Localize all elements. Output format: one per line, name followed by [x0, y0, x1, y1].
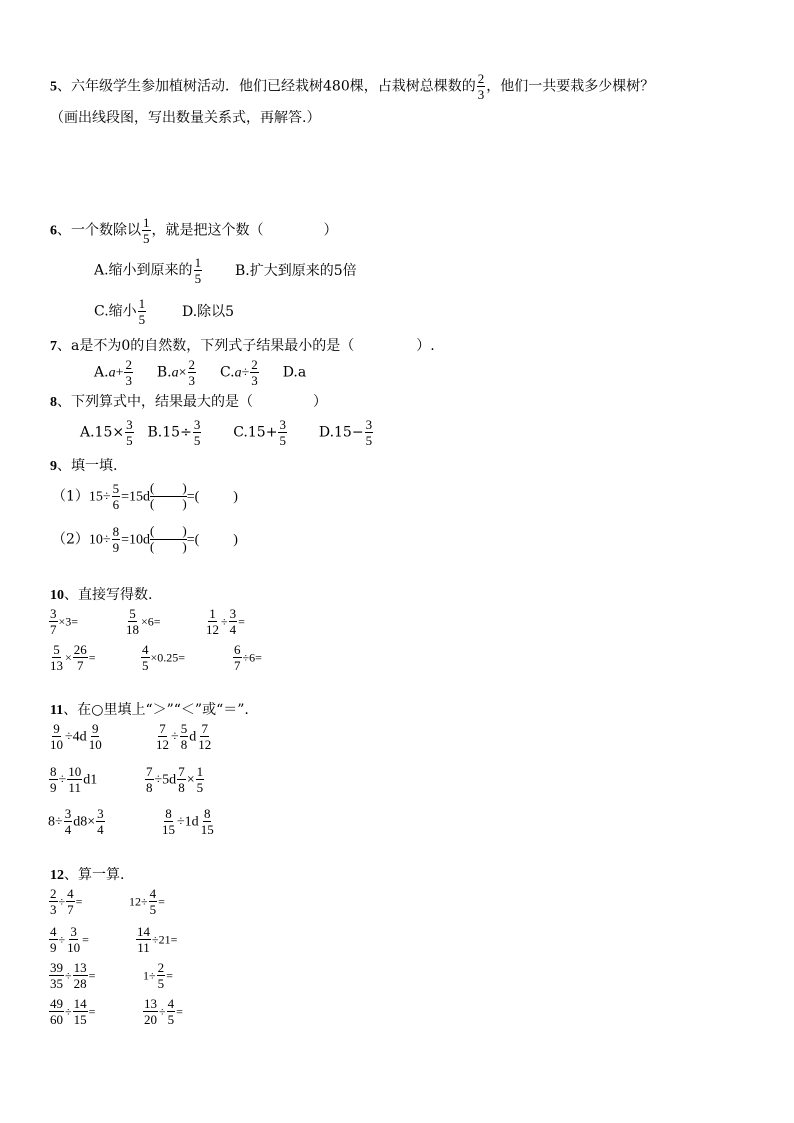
expression-tail: =: [158, 894, 165, 909]
expression-tail: =: [88, 1004, 96, 1019]
item-2-fraction: [112, 525, 121, 554]
q5-number: 5: [50, 79, 57, 95]
denominator: 3: [251, 373, 258, 388]
fraction: [49, 765, 58, 794]
numerator: 7: [178, 764, 185, 779]
fraction: [155, 722, 170, 751]
denominator: 4: [97, 822, 104, 837]
q9-text: 、填一填.: [57, 458, 118, 474]
numerator: 9: [53, 721, 60, 736]
option-b: B.15÷: [147, 424, 192, 441]
q11-title: [50, 703, 249, 718]
numerator: 1: [209, 606, 216, 621]
option-a: A.: [94, 364, 109, 381]
q6-option-b: B.扩大到原来的5倍: [235, 263, 357, 279]
option-c-fraction: [250, 358, 259, 387]
paren-close: ): [233, 532, 238, 548]
q12-item: [143, 961, 173, 990]
fraction: [205, 607, 220, 636]
q6-text: 、一个数除以: [57, 222, 141, 239]
numerator: 5: [112, 480, 120, 496]
denominator: 4: [229, 622, 237, 637]
denominator: 15: [200, 822, 214, 837]
q10-text: 、直接写得数.: [64, 587, 153, 603]
expression: 15÷: [88, 489, 111, 505]
q12-item: [129, 887, 165, 916]
paren-open: (: [194, 532, 200, 548]
paren-open: (: [194, 489, 200, 505]
fraction: [49, 643, 64, 672]
q11-item: [160, 807, 216, 836]
denominator: 7: [50, 622, 57, 637]
denominator: 13: [50, 658, 63, 673]
equals: =: [186, 532, 195, 548]
numerator: 8: [50, 764, 57, 779]
q11-item: [48, 807, 106, 836]
item-label: （2）: [52, 531, 89, 548]
numerator: 5: [180, 721, 188, 736]
numerator: 2: [50, 886, 57, 901]
fraction: [200, 807, 215, 836]
numerator: 3: [229, 606, 237, 621]
q12-item: [48, 961, 95, 990]
q6-line: [50, 216, 338, 245]
denominator: 7: [77, 658, 84, 673]
fraction: [161, 807, 176, 836]
q12-item: [48, 997, 95, 1026]
numerator: 8: [112, 523, 120, 539]
paren-open: (: [150, 538, 155, 554]
q12-number: 12: [50, 868, 64, 883]
numerator: 2: [188, 357, 196, 372]
numerator: 2: [157, 960, 165, 975]
expression-tail: =: [176, 1004, 183, 1019]
q5-text-end: ，他们一共要栽多少棵树？: [486, 78, 655, 95]
expression-tail: =: [82, 932, 89, 947]
q8-line: [50, 395, 327, 410]
numerator: 7: [201, 721, 208, 736]
fraction: [180, 722, 189, 751]
q7-number: 7: [50, 339, 57, 354]
equals: =: [186, 489, 195, 505]
fraction: [73, 961, 88, 990]
operator: ×: [186, 772, 195, 788]
denominator: 5: [365, 433, 373, 448]
q10-number: 10: [50, 588, 64, 603]
denominator: 12: [198, 737, 212, 752]
operator: ÷: [241, 365, 250, 381]
fraction: [149, 887, 158, 916]
denominator: 5: [196, 780, 204, 795]
paren-open: (: [150, 523, 155, 538]
q10-item: [204, 607, 245, 636]
q5-note: （画出线段图，写出数量关系式，再解答.）: [50, 110, 321, 126]
fraction: [157, 961, 166, 990]
denominator: 3: [125, 373, 132, 388]
numerator: 14: [137, 924, 150, 939]
variable-a: a: [171, 365, 179, 381]
fraction: [49, 961, 64, 990]
denominator: 5: [167, 1012, 175, 1027]
denominator: 5: [194, 271, 202, 286]
operator: ÷: [65, 1004, 72, 1019]
item-1-fraction: [112, 482, 121, 511]
q7-line: [50, 339, 435, 354]
denominator: 7: [67, 902, 74, 917]
denominator: 5: [149, 902, 157, 917]
operator: ÷: [58, 932, 66, 947]
option-b-fraction: [188, 358, 197, 387]
q10-item: [140, 643, 185, 672]
numerator: 5: [53, 642, 60, 657]
q10-item: [48, 607, 78, 636]
denominator: 10: [50, 737, 63, 752]
q11-text: 、在○里填上“＞”“＜”或“＝”.: [63, 702, 249, 718]
numerator: 39: [50, 960, 63, 975]
denominator: 28: [73, 976, 87, 991]
numerator: 13: [73, 960, 87, 975]
numerator: 1: [138, 296, 146, 311]
numerator: 9: [91, 721, 99, 736]
numerator: 49: [50, 996, 63, 1011]
denominator: 60: [50, 1012, 63, 1027]
denominator: 4: [64, 822, 72, 837]
q11-item: [154, 722, 213, 751]
numerator: 1: [194, 255, 202, 270]
paren-open: (: [150, 480, 155, 495]
paren-open: (: [150, 495, 155, 511]
expression-tail: ÷21=: [152, 932, 178, 947]
fraction: [145, 765, 154, 794]
option-a-text: A.缩小到原来的: [94, 262, 193, 279]
denominator: 11: [68, 780, 81, 795]
expression-tail: =: [88, 968, 96, 983]
comparison-circle[interactable]: ÷1d: [177, 814, 199, 830]
q8-number: 8: [50, 395, 57, 410]
denominator: 15: [162, 822, 175, 837]
q6-option-c: [94, 297, 147, 326]
denominator: 9: [112, 539, 120, 555]
denominator: 3: [477, 87, 485, 102]
numerator: 3: [193, 417, 201, 432]
numerator: 2: [251, 357, 258, 372]
option-a-fraction: [124, 358, 133, 387]
expression: 1÷: [143, 968, 156, 983]
q9-item-1: [52, 481, 238, 512]
fraction: [49, 722, 64, 751]
numerator: 4: [50, 924, 57, 939]
option-c-fraction: [138, 297, 147, 326]
numerator: 7: [159, 721, 166, 736]
option-a: A.15×: [80, 424, 125, 441]
numerator: 3: [279, 417, 286, 432]
operator: ÷: [171, 729, 179, 745]
denominator: 11: [137, 940, 150, 955]
q12-item: [135, 925, 177, 954]
q7-close: ）.: [416, 338, 435, 354]
fraction: [64, 807, 73, 836]
q11-item: [48, 765, 97, 794]
q7-options: [94, 358, 306, 387]
denominator: 5: [142, 658, 149, 673]
expression: 10÷: [88, 532, 111, 548]
denominator: 5: [157, 976, 165, 991]
item-label: （1）: [52, 488, 89, 505]
numerator: 2: [477, 71, 485, 86]
paren-close: ): [233, 489, 238, 505]
fraction: [88, 722, 103, 751]
paren-close: ): [182, 480, 187, 495]
denominator: 10: [67, 940, 81, 955]
q5-text: 、六年级学生参加植树活动．他们已经栽树480棵，占栽树总棵数的: [57, 78, 476, 95]
denominator: 8: [178, 780, 185, 795]
variable-a: a: [108, 365, 116, 381]
numerator: 7: [146, 764, 153, 779]
numerator: 2: [125, 357, 132, 372]
expression-tail: ×0.25=: [150, 650, 186, 665]
expression-tail: ×3=: [58, 614, 79, 629]
option-a-fraction: [125, 418, 134, 447]
numerator: 26: [73, 642, 87, 657]
denominator: 9: [50, 780, 57, 795]
option-c: C.: [219, 364, 235, 381]
paren-close: ): [182, 538, 187, 554]
denominator: 9: [50, 940, 57, 955]
numerator: 1: [196, 764, 204, 779]
fraction: [177, 765, 186, 794]
numerator: 4: [67, 886, 74, 901]
q9-item-2: [52, 524, 238, 555]
denominator: 5: [138, 312, 146, 327]
operator: ×: [178, 365, 187, 381]
fraction: [229, 607, 238, 636]
fraction: [49, 925, 58, 954]
q12-item: [48, 925, 89, 954]
paren-close: ): [182, 495, 187, 511]
denominator: 8: [146, 780, 153, 795]
q6-fraction: [142, 216, 151, 245]
q6-text-end: ，就是把这个数（: [151, 222, 264, 239]
numerator: 3: [64, 806, 72, 821]
fraction: [73, 643, 88, 672]
operator: ÷: [221, 614, 228, 629]
q12-item: [48, 887, 82, 916]
option-d: D.15−: [318, 424, 364, 441]
numerator: 14: [73, 996, 87, 1011]
comparison-circle[interactable]: ÷5d: [154, 772, 177, 788]
q10-item: [124, 607, 161, 636]
fraction: [66, 925, 81, 954]
numerator: 8: [165, 806, 172, 821]
q7-text: 、a是不为0的自然数，下列式子结果最小的是（: [57, 338, 355, 354]
comparison-circle[interactable]: d8×: [73, 814, 96, 830]
expression-tail: ×6=: [141, 614, 161, 629]
q6-option-d: D.除以5: [182, 304, 235, 320]
fraction: [73, 997, 88, 1026]
fraction: [66, 887, 75, 916]
fraction: [233, 643, 242, 672]
numerator: 3: [97, 806, 104, 821]
numerator: 13: [144, 996, 157, 1011]
numerator: 10: [68, 764, 82, 779]
option-d-fraction: [365, 418, 374, 447]
denominator: 18: [126, 622, 139, 637]
q6-number: 6: [50, 223, 57, 239]
expression-tail: =15d: [121, 489, 151, 505]
fraction: [143, 997, 158, 1026]
numerator: 4: [149, 886, 157, 901]
numerator: 3: [365, 417, 373, 432]
comparison-circle[interactable]: ÷4d: [65, 729, 87, 745]
numerator: 6: [234, 642, 241, 657]
q10-item: [48, 643, 96, 672]
blank-fraction[interactable]: [150, 481, 187, 512]
comparison-circle[interactable]: d: [189, 729, 197, 745]
q9-number: 9: [50, 459, 57, 474]
numerator: 3: [50, 606, 57, 621]
fraction: [136, 925, 151, 954]
operator: ×: [65, 650, 72, 665]
q12-item: [142, 997, 183, 1026]
denominator: 6: [112, 496, 120, 512]
option-c-fraction: [278, 418, 287, 447]
numerator: 3: [126, 417, 133, 432]
numerator: 8: [203, 806, 211, 821]
option-c-text: C.缩小: [94, 303, 137, 320]
expression-tail: =: [166, 968, 173, 983]
q8-close: ）: [313, 394, 327, 410]
q11-item: [144, 765, 205, 794]
operator: ÷: [159, 1004, 166, 1019]
fraction: [196, 765, 205, 794]
denominator: 7: [234, 658, 241, 673]
fraction: [49, 997, 64, 1026]
denominator: 3: [188, 373, 196, 388]
fraction: [49, 607, 58, 636]
operator: ÷: [65, 968, 72, 983]
expression-tail: ÷6=: [242, 650, 262, 665]
denominator: 15: [73, 1012, 87, 1027]
denominator: 5: [193, 433, 201, 448]
expression: 12÷: [129, 894, 148, 909]
q11-number: 11: [50, 703, 64, 718]
fraction: [125, 607, 140, 636]
denominator: 35: [50, 976, 63, 991]
option-a-fraction: [194, 256, 203, 285]
fraction: [167, 997, 176, 1026]
expression-tail: =: [75, 894, 83, 909]
denominator: 3: [50, 902, 57, 917]
fraction: [67, 765, 82, 794]
denominator: 12: [156, 737, 169, 752]
q9-title: [50, 459, 117, 474]
q5-line: [50, 72, 654, 101]
numerator: 1: [143, 215, 150, 230]
variable-a: a: [234, 365, 242, 381]
fraction: [96, 807, 105, 836]
operator: +: [115, 365, 124, 381]
expression-tail: =10d: [121, 532, 151, 548]
q10-title: [50, 588, 152, 603]
expression-tail: =: [238, 614, 245, 629]
numerator: 3: [70, 924, 77, 939]
expression-tail: =: [88, 650, 96, 665]
q12-title: [50, 868, 124, 883]
q6-option-a: [94, 256, 203, 285]
option-c: C.15+: [233, 424, 278, 441]
operator: ÷: [58, 772, 67, 788]
q8-text: 、下列算式中，结果最大的是（: [57, 394, 253, 410]
numerator: 4: [167, 996, 175, 1011]
denominator: 10: [88, 737, 102, 752]
fraction: [49, 887, 58, 916]
option-b-fraction: [193, 418, 202, 447]
paren-close: ): [182, 523, 187, 538]
q5-fraction: [477, 72, 486, 101]
q6-close: ）: [323, 222, 338, 239]
q12-text: 、算一算.: [64, 867, 125, 883]
denominator: 5: [143, 231, 150, 246]
operator: ÷: [58, 894, 66, 909]
comparison-circle[interactable]: d1: [83, 772, 98, 788]
q11-item: [48, 722, 104, 751]
q8-options: [80, 418, 374, 447]
q10-item: [232, 643, 262, 672]
denominator: 5: [279, 433, 286, 448]
option-b: B.: [156, 364, 172, 381]
numerator: 5: [129, 606, 136, 621]
denominator: 12: [206, 622, 219, 637]
expression: 8÷: [48, 814, 63, 830]
denominator: 8: [180, 737, 188, 752]
fraction: [197, 722, 212, 751]
fraction: [141, 643, 150, 672]
option-d: D.a: [282, 364, 307, 381]
denominator: 5: [126, 433, 133, 448]
numerator: 4: [142, 642, 149, 657]
blank-fraction[interactable]: [150, 524, 187, 555]
denominator: 20: [144, 1012, 157, 1027]
